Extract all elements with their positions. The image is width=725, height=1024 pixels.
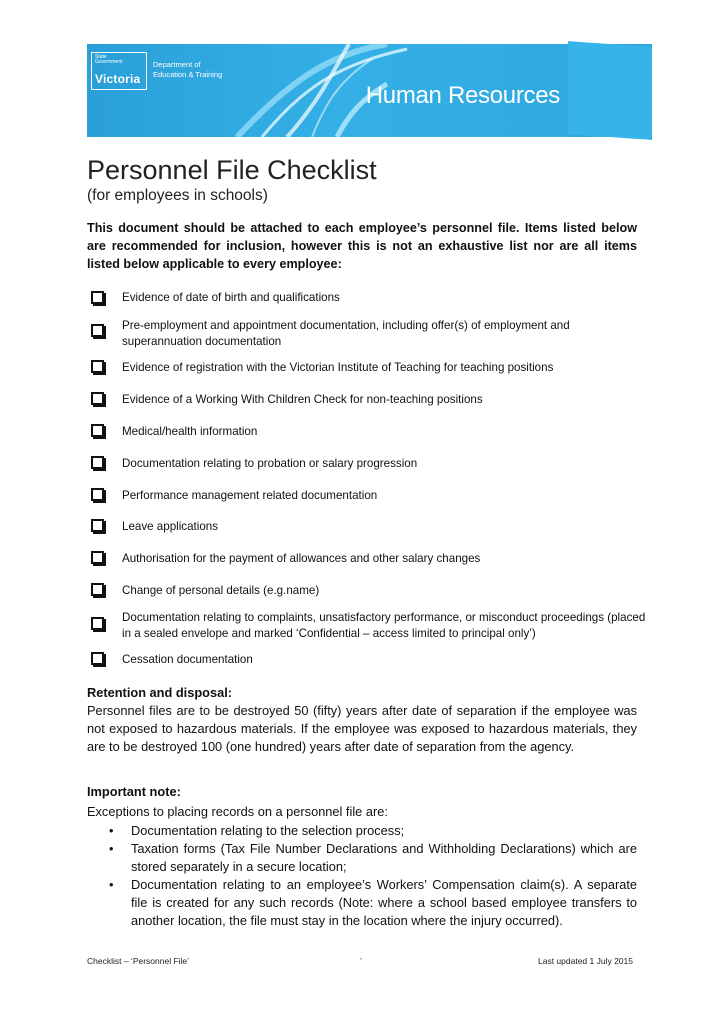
checklist-item-label: Leave applications — [122, 520, 219, 533]
footer-center: ’ — [360, 956, 362, 966]
exception-text: Taxation forms (Tax File Number Declarations and Withholding Declarations) which are stored separately in a secure location; — [131, 841, 637, 874]
checklist-item-label: Performance management related documentation — [122, 489, 378, 502]
checklist-item-label: Evidence of date of birth and qualifications — [122, 291, 340, 304]
checklist-item-label: Medical/health information — [122, 425, 258, 438]
checkbox-icon[interactable] — [91, 583, 104, 596]
checkbox-icon[interactable] — [91, 424, 104, 437]
checklist-item-label: Pre-employment and appointment documentation, including offer(s) of employment and superannuation documentation — [122, 319, 570, 348]
bullet-icon: • — [109, 841, 114, 856]
checklist-item-label: Evidence of a Working With Children Check for non-teaching positions — [122, 393, 483, 406]
checkbox-icon[interactable] — [91, 488, 104, 501]
checkbox-icon[interactable] — [91, 519, 104, 532]
exceptions-list — [87, 822, 637, 930]
retention-heading: Retention and disposal: — [87, 685, 233, 700]
exception-text: Documentation relating to the selection process; — [131, 823, 405, 838]
bullet-icon: • — [109, 823, 114, 838]
intro-paragraph: This document should be attached to each employee’s personnel file. Items listed below are recommended for inclusion, however this is not an exhaustive list nor are all items listed below applicable to every employee: — [87, 221, 637, 271]
logo-state-line2: Government — [95, 59, 123, 65]
footer-right: Last updated 1 July 2015 — [538, 956, 633, 966]
checkbox-icon[interactable] — [91, 456, 104, 469]
important-note-heading: Important note: — [87, 784, 181, 799]
important-note-intro: Exceptions to placing records on a personnel file are: — [87, 804, 388, 819]
checkbox-icon[interactable] — [91, 324, 104, 337]
list-item — [87, 876, 637, 930]
exception-text: Documentation relating to an employee’s Workers’ Compensation claim(s). A separate file is created for any such records (Note: where a school based employee transfers to another location, the file must stay in the location where the injury occurred). — [131, 877, 637, 928]
checklist-item-label: Documentation relating to probation or salary progression — [122, 457, 418, 470]
victoria-logo — [91, 52, 147, 90]
page-title: Personnel File Checklist — [87, 155, 377, 185]
checklist-item-label: Change of personal details (e.g.name) — [122, 584, 320, 597]
checkbox-icon[interactable] — [91, 652, 104, 665]
checkbox-icon[interactable] — [91, 617, 104, 630]
banner-title: Human Resources — [365, 82, 560, 109]
footer-left: Checklist – ‘Personnel File’ — [87, 956, 190, 966]
retention-paragraph: Personnel files are to be destroyed 50 (fifty) years after date of separation if the employee was not exposed to hazardous materials. If the employee was exposed to hazardous materials, they are to be destroyed 100 (one hundred) years after date of separation from the agency. — [87, 703, 637, 754]
logo-victoria-text: Victoria — [95, 72, 141, 86]
checkbox-icon[interactable] — [91, 551, 104, 564]
checklist-item-label: Cessation documentation — [122, 653, 253, 666]
list-item — [87, 822, 637, 840]
department-name — [153, 60, 248, 80]
bullet-icon: • — [109, 877, 114, 892]
list-item — [87, 840, 637, 876]
checklist-item-label: Authorisation for the payment of allowances and other salary changes — [122, 552, 481, 565]
checkbox-icon[interactable] — [91, 392, 104, 405]
banner-accent-square — [568, 41, 652, 140]
logo-state-line1: State — [95, 54, 107, 60]
department-line1: Department of — [153, 60, 201, 69]
department-line2: Education & Training — [153, 70, 223, 79]
page-subtitle: (for employees in schools) — [87, 187, 268, 204]
checklist-item-label: Evidence of registration with the Victorian Institute of Teaching for teaching positions — [122, 361, 554, 374]
checkbox-icon[interactable] — [91, 291, 104, 304]
checkbox-icon[interactable] — [91, 360, 104, 373]
checklist-item-label: Documentation relating to complaints, unsatisfactory performance, or misconduct proceedings (placed in a sealed envelope and marked ‘Confidential – access limited to principal only’) — [122, 611, 646, 640]
